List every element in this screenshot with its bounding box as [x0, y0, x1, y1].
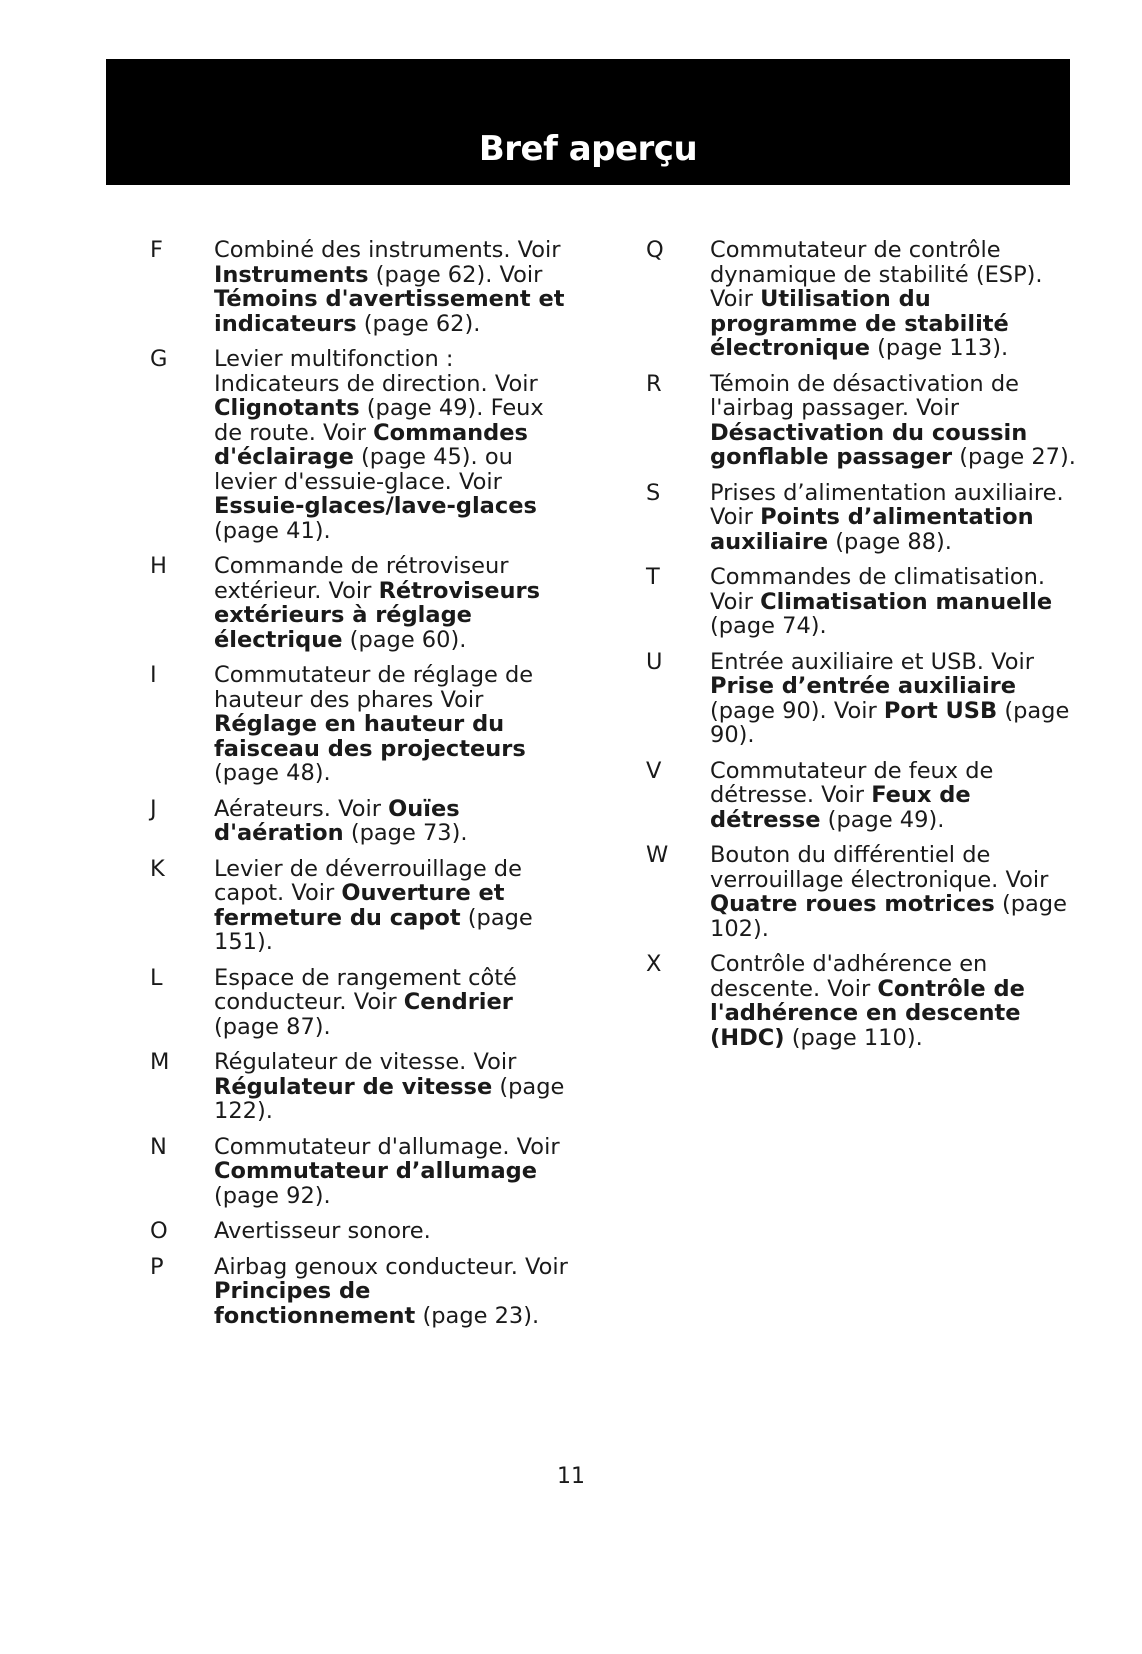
legend-letter: U — [646, 648, 663, 675]
legend-letter: W — [646, 842, 669, 868]
legend-description — [214, 1050, 570, 1124]
description-text: (page 49). — [820, 806, 945, 833]
legend-letter: N — [150, 1133, 167, 1160]
legend-letter: R — [646, 370, 662, 397]
description-text: Commande de rétroviseur extérieur. Voir — [214, 553, 509, 604]
legend-description — [214, 1255, 570, 1329]
description-text: (page 122). — [214, 1073, 565, 1124]
description-text: (page 92). — [214, 1182, 331, 1209]
cross-reference: Essuie-glaces/lave-glaces — [214, 493, 537, 519]
cross-reference: Commandes d'éclairage — [214, 419, 528, 470]
legend-entry — [150, 857, 570, 955]
legend-description — [214, 1219, 570, 1244]
cross-reference: Quatre roues motrices — [710, 891, 995, 917]
description-text: Espace de rangement côté conducteur. Voir — [214, 964, 517, 1015]
description-text: (page 151). — [214, 904, 533, 955]
cross-reference: Points d’alimentation auxiliaire — [710, 504, 1034, 555]
description-text: (page 110). — [784, 1024, 923, 1051]
legend-letter: T — [646, 564, 660, 590]
legend-entry — [150, 554, 570, 652]
cross-reference: Clignotants — [214, 395, 360, 421]
legend-description — [214, 966, 570, 1040]
cross-reference: Régulateur de vitesse — [214, 1073, 493, 1100]
description-text: (page 23). — [415, 1302, 540, 1329]
legend-description — [710, 238, 1076, 361]
legend-letter: J — [150, 795, 157, 822]
cross-reference: Prise d’entrée auxiliaire — [710, 673, 1017, 699]
cross-reference: Contrôle de l'adhérence en descente (HDC) — [710, 975, 1025, 1051]
cross-reference: Cendrier — [403, 989, 513, 1015]
cross-reference: Témoins d'avertissement et indicateurs — [214, 286, 565, 337]
description-text: (page 102). — [710, 891, 1067, 942]
cross-reference: Réglage en hauteur du faisceau des projecteurs — [214, 711, 526, 762]
legend-entry — [150, 238, 570, 336]
legend-entry — [646, 843, 1076, 941]
legend-letter: K — [150, 855, 165, 882]
description-text: (page 27). — [952, 444, 1076, 470]
legend-entry — [150, 1219, 570, 1244]
legend-letter: G — [150, 346, 168, 372]
description-text: Contrôle d'adhérence en descente. Voir — [710, 951, 988, 1002]
legend-description — [214, 347, 570, 543]
legend-description — [214, 1135, 570, 1209]
description-text: (page 45). ou levier d'essuie-glace. Voir — [214, 444, 513, 495]
description-text: (page 74). — [710, 613, 827, 639]
cross-reference: Utilisation du programme de stabilité électronique — [710, 286, 1009, 361]
description-text: (page 41). — [214, 517, 331, 544]
legend-description — [710, 565, 1076, 639]
cross-reference: Climatisation manuelle — [760, 588, 1053, 615]
legend-description — [214, 554, 570, 652]
legend-description — [710, 372, 1076, 470]
header-band — [106, 59, 1070, 185]
right-column — [646, 238, 1076, 1061]
description-text: Airbag genoux conducteur. Voir — [214, 1253, 568, 1280]
description-text: (page 73). — [343, 820, 468, 846]
legend-entry — [150, 1255, 570, 1329]
cross-reference: Instruments — [214, 261, 369, 288]
description-text: (page 62). Voir — [368, 261, 543, 288]
cross-reference: Ouïes d'aération — [214, 795, 460, 846]
cross-reference: Commutateur d’allumage — [214, 1158, 538, 1184]
legend-entry — [646, 759, 1076, 833]
description-text: Levier de déverrouillage de capot. Voir — [214, 855, 522, 906]
left-column — [150, 238, 570, 1339]
legend-entry — [646, 481, 1076, 555]
legend-description — [214, 857, 570, 955]
legend-letter: H — [150, 553, 167, 579]
description-text: Entrée auxiliaire et USB. Voir — [710, 648, 1035, 675]
legend-description — [214, 797, 570, 846]
description-text: Bouton du différentiel de verrouillage électronique. Voir — [710, 842, 1049, 893]
legend-entry — [150, 966, 570, 1040]
legend-entry — [646, 952, 1076, 1050]
page-title: Bref aperçu — [478, 129, 698, 169]
description-text: (page 90). — [710, 697, 1070, 748]
description-text: Commutateur de contrôle dynamique de stabilité (ESP). Voir — [710, 237, 1043, 312]
legend-description — [214, 238, 570, 336]
legend-entry — [646, 565, 1076, 639]
legend-letter: I — [150, 662, 157, 688]
legend-letter: P — [150, 1253, 164, 1280]
legend-letter: L — [150, 964, 163, 991]
description-text: Commutateur d'allumage. Voir — [214, 1133, 560, 1160]
legend-description — [710, 843, 1076, 941]
cross-reference: Ouverture et fermeture du capot — [214, 880, 505, 931]
legend-entry — [646, 372, 1076, 470]
legend-description — [710, 759, 1076, 833]
legend-letter: F — [150, 237, 163, 263]
legend-entry — [646, 238, 1076, 361]
cross-reference: Principes de fonctionnement — [214, 1278, 416, 1329]
description-text: Levier multifonction : Indicateurs de direction. Voir — [214, 346, 538, 397]
legend-letter: X — [646, 951, 662, 977]
description-text: (page 87). — [214, 1013, 331, 1040]
legend-description — [214, 663, 570, 786]
legend-description — [710, 650, 1076, 748]
legend-letter: V — [646, 757, 662, 784]
description-text: (page 49). Feux de route. Voir — [214, 395, 544, 446]
cross-reference: Port USB — [883, 697, 998, 724]
page-number: 11 — [557, 1464, 585, 1489]
description-text: Commandes de climatisation. Voir — [710, 564, 1046, 615]
description-text: Commutateur de réglage de hauteur des phares Voir — [214, 662, 534, 713]
description-text: Avertisseur sonore. — [214, 1218, 431, 1244]
legend-description — [710, 481, 1076, 555]
description-text: (page 113). — [870, 335, 1009, 361]
cross-reference: Rétroviseurs extérieurs à réglage électrique — [214, 577, 541, 653]
description-text: (page 60). — [342, 626, 467, 653]
legend-letter: O — [150, 1218, 168, 1244]
legend-letter: Q — [646, 237, 664, 263]
legend-entry — [646, 650, 1076, 748]
description-text: (page 48). — [214, 760, 331, 786]
description-text: Régulateur de vitesse. Voir — [214, 1049, 517, 1075]
description-text: (page 88). — [828, 528, 952, 555]
legend-entry — [150, 1135, 570, 1209]
legend-letter: M — [150, 1049, 170, 1075]
legend-entry — [150, 663, 570, 786]
legend-entry — [150, 1050, 570, 1124]
description-text: (page 90). Voir — [710, 697, 884, 724]
description-text: Commutateur de feux de détresse. Voir — [710, 757, 994, 808]
description-text: Prises d’alimentation auxiliaire. Voir — [710, 479, 1064, 530]
legend-letter: S — [646, 479, 661, 506]
description-text: Aérateurs. Voir — [214, 795, 389, 822]
cross-reference: Feux de détresse — [710, 782, 971, 833]
legend-entry — [150, 347, 570, 543]
legend-description — [710, 952, 1076, 1050]
description-text: (page 62). — [356, 310, 481, 337]
description-text: Combiné des instruments. Voir — [214, 237, 561, 263]
cross-reference: Désactivation du coussin gonflable passager — [710, 419, 1028, 470]
description-text: Témoin de désactivation de l'airbag passager. Voir — [710, 370, 1019, 421]
legend-entry — [150, 797, 570, 846]
